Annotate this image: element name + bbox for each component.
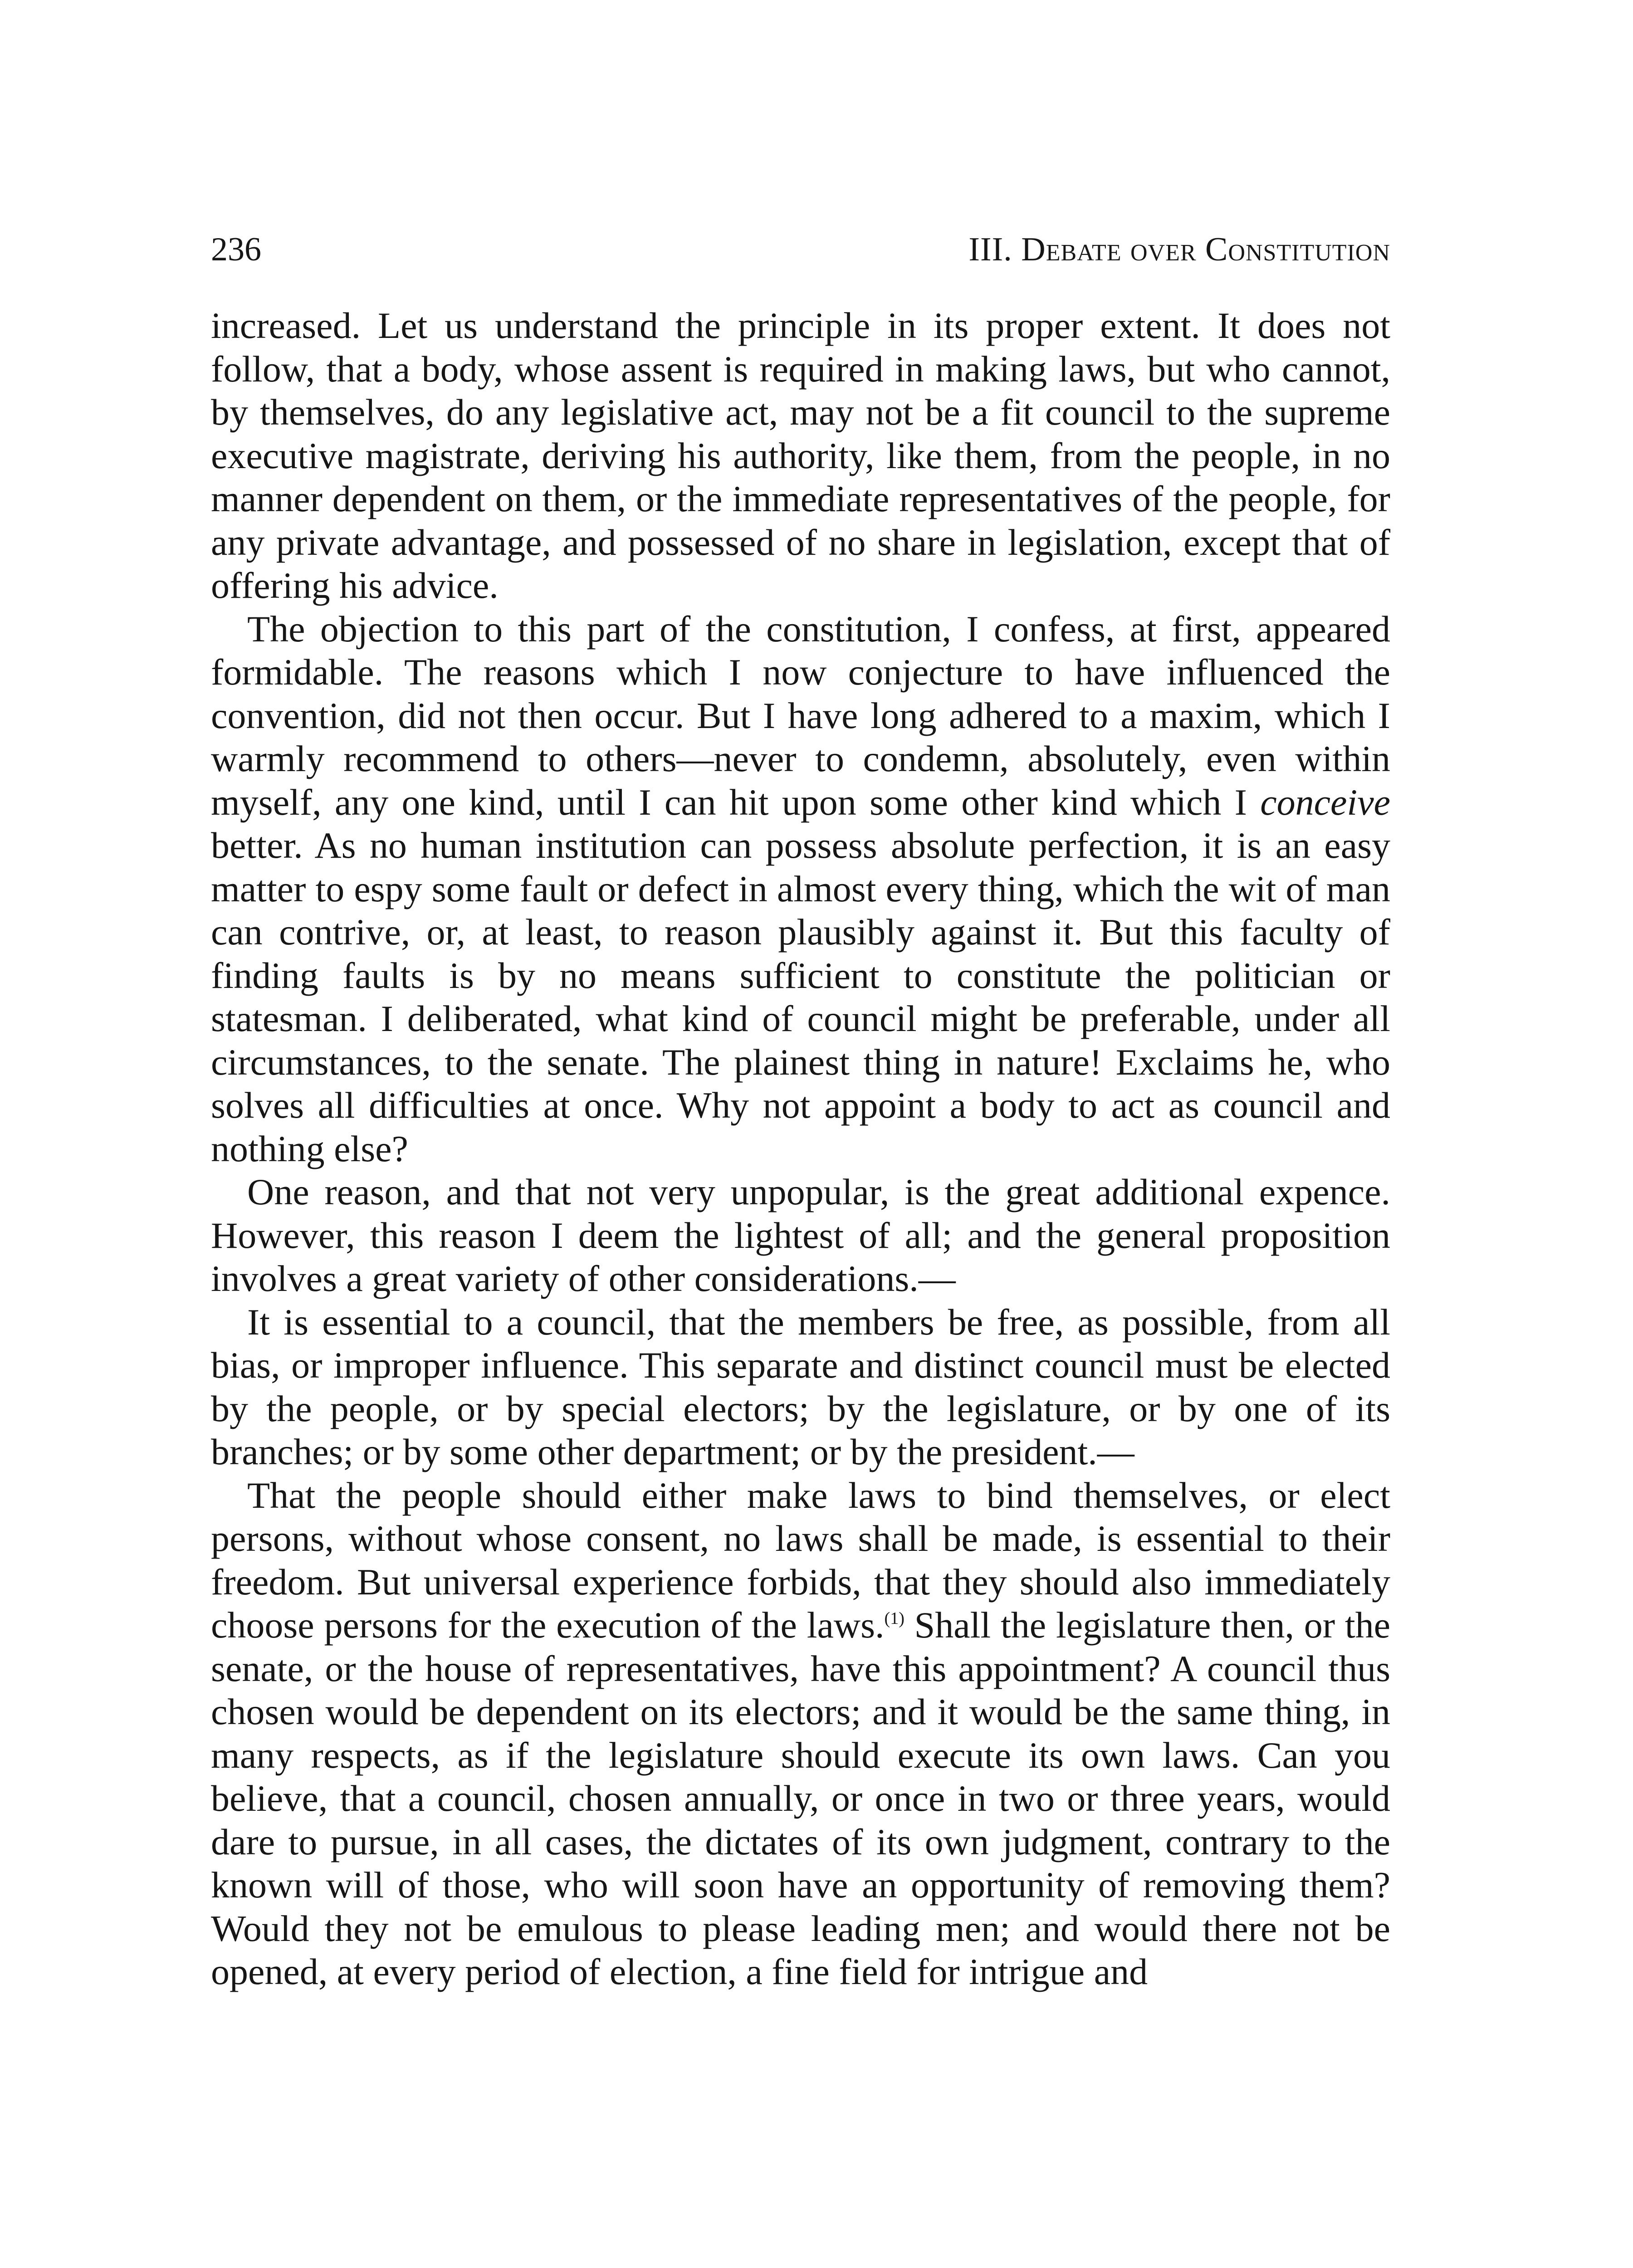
paragraph-people (211, 1474, 1390, 1994)
paragraph-text: Shall the legislature then, or the senate, or the house of representatives, have this appointment? A council thus chosen would be dependent on its electors; and it would be the same thing, in many respects, as if the legislature should execute its own laws. Can you believe, that a council, chosen annually, or once in two or three years, would dare to pursue, in all cases, the dictates of its own judgment, contrary to the known will of those, who will soon have an opportunity of removing them? Would they not be emulous to please leading men; and would there not be opened, at every period of election, a fine field for intrigue and (211, 1604, 1390, 1992)
running-head (211, 227, 1390, 272)
paragraph-continuation: increased. Let us understand the principle in its proper extent. It does not follow, that a body, whose assent is required in making laws, but who cannot, by themselves, do any legislative act, may not be a fit council to the supreme executive magistrate, deriving his authority, like them, from the people, in no manner dependent on them, or the immediate representatives of the people, for any private advantage, and possessed of no share in legislation, except that of offering his advice. (211, 305, 1390, 606)
body-text (211, 304, 1390, 1994)
book-page (211, 227, 1390, 1994)
page-number: 236 (211, 231, 261, 268)
paragraph-objection (211, 607, 1390, 1171)
paragraph-council: It is essential to a council, that the members be free, as possible, from all bias, or improper influence. This separate and distinct council must be elected by the people, or by special electors; by the legislature, or by one of its branches; or by some other department; or by the president.— (211, 1301, 1390, 1472)
paragraph-text: That the people should either make laws to bind themselves, or elect persons, without whose consent, no laws shall be made, is essential to their freedom. But universal experience forbids, that they should also immediately choose persons for the execution of the laws. (211, 1474, 1390, 1646)
paragraph-text: The objection to this part of the constitution, I confess, at first, appeared formidable. The reasons which I now conjecture to have influenced the convention, did not then occur. But I have long adhered to a maxim, which I warmly recommend to others—never to condemn, absolutely, even within myself, any one kind, until I can hit upon some other kind which I (211, 608, 1390, 823)
emphasized-word: conceive (1260, 781, 1390, 823)
running-title: III. Debate over Constitution (968, 231, 1390, 268)
paragraph-expence: One reason, and that not very unpopular, is the great additional expence. However, this reason I deem the lightest of all; and the general proposition involves a great variety of other considerations.— (211, 1171, 1390, 1299)
footnote-marker: (1) (884, 1609, 905, 1628)
paragraph-text: better. As no human institution can possess absolute perfection, it is an easy matter to espy some fault or defect in almost every thing, which the wit of man can contrive, or, at least, to reason plausibly against it. But this faculty of finding faults is by no means sufficient to constitute the politician or statesman. I deliberated, what kind of council might be preferable, under all circumstances, to the senate. The plainest thing in nature! Exclaims he, who solves all difficulties at once. Why not appoint a body to act as council and nothing else? (211, 825, 1390, 1169)
